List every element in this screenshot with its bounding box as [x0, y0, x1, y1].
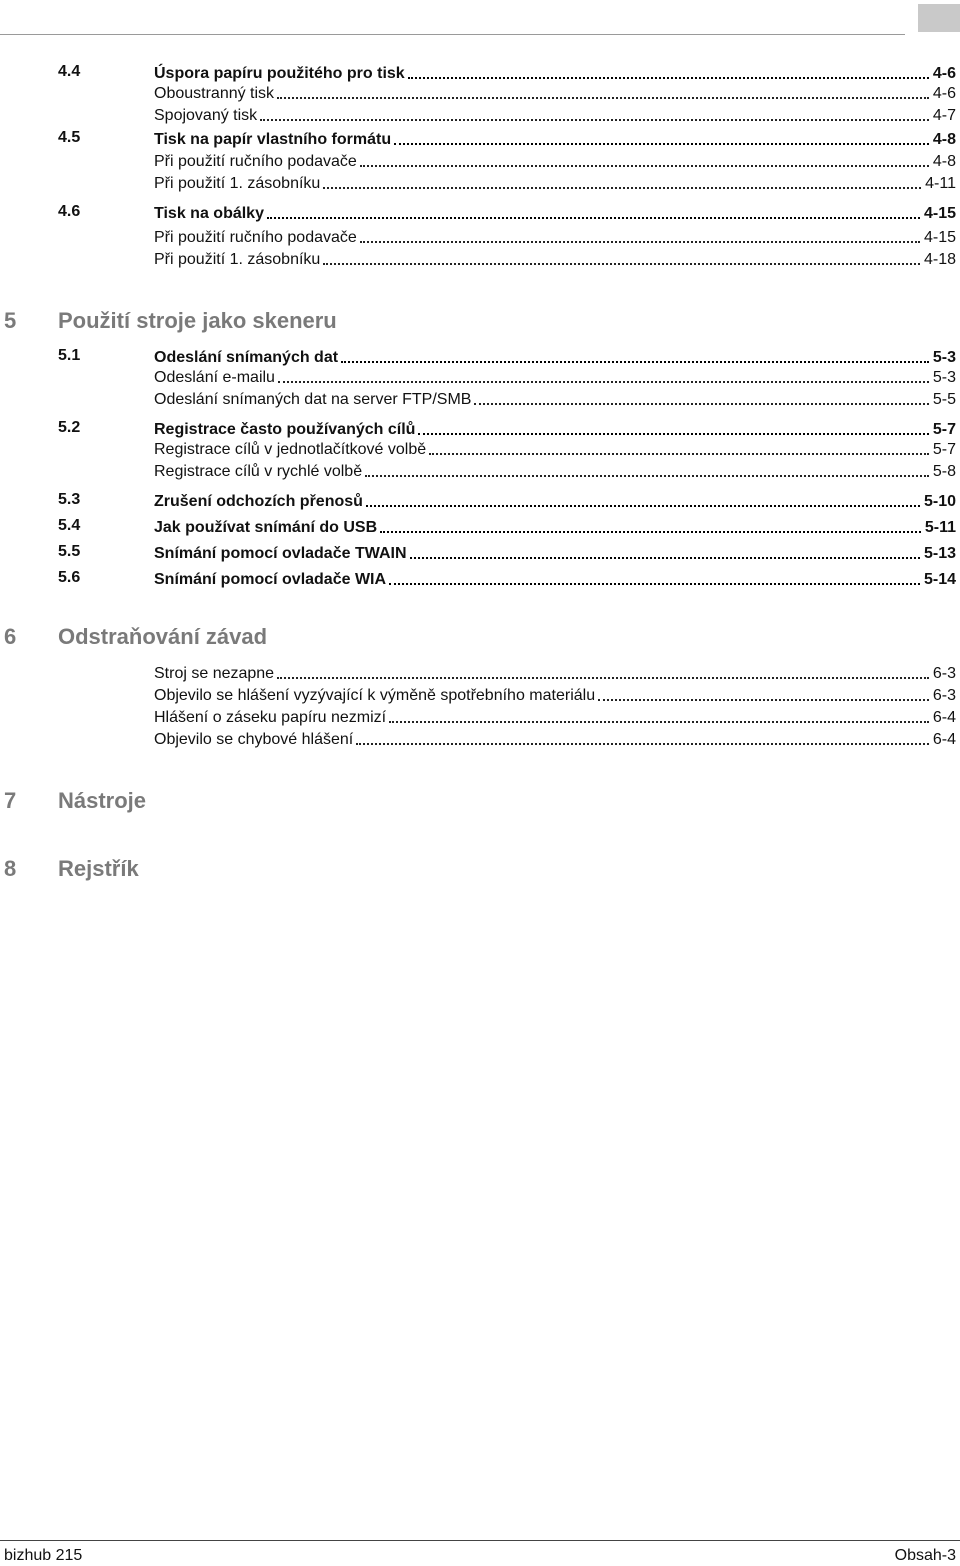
chapter-title: Rejstřík — [58, 856, 139, 881]
section-number: 5.3 — [58, 491, 81, 508]
toc-entry-page: 4-15 — [923, 229, 956, 246]
toc-entry-title: Oboustranný tisk — [154, 85, 275, 102]
chapter-heading-6[interactable] — [4, 624, 267, 650]
section-number: 5.2 — [58, 419, 81, 436]
dot-leader — [365, 474, 929, 477]
dot-leader — [408, 76, 929, 79]
toc-entry-4-6[interactable] — [154, 202, 956, 224]
dot-leader — [389, 582, 920, 585]
chapter-title: Použití stroje jako skeneru — [58, 308, 337, 333]
toc-entry-page: 5-7 — [932, 441, 956, 458]
toc-entry-title: Při použití 1. zásobníku — [154, 251, 321, 268]
toc-entry-title: Snímání pomocí ovladače TWAIN — [154, 545, 407, 562]
toc-entry-title: Odeslání snímaných dat na server FTP/SMB — [154, 391, 472, 408]
corner-tab — [918, 4, 960, 32]
toc-entry-page: 4-8 — [932, 153, 956, 170]
toc-entry-title: Úspora papíru použitého pro tisk — [154, 65, 405, 82]
toc-entry-page: 4-11 — [925, 175, 956, 192]
toc-entry-obalky-zasobnik-1[interactable] — [154, 248, 956, 270]
section-number: 5.4 — [58, 517, 81, 534]
toc-entry-zasobnik-1[interactable] — [154, 172, 956, 194]
toc-entry-title: Registrace cílů v rychlé volbě — [154, 463, 363, 480]
toc-entry-page: 5-10 — [923, 493, 956, 510]
toc-entry-4-4[interactable] — [154, 62, 956, 84]
toc-entry-5-2[interactable] — [154, 418, 956, 440]
section-number: 4.5 — [58, 129, 81, 146]
chapter-number: 5 — [4, 308, 17, 333]
toc-entry-page: 6-4 — [932, 709, 956, 726]
toc-entry-rychla-volba[interactable] — [154, 460, 956, 482]
toc-entry-title: Odeslání snímaných dat — [154, 349, 339, 366]
section-number: 5.1 — [58, 347, 81, 364]
toc-entry-page: 4-8 — [932, 131, 956, 148]
toc-entry-oboustranny-tisk[interactable] — [154, 82, 956, 104]
toc-entry-5-6[interactable] — [154, 568, 956, 590]
toc-entry-page: 6-3 — [932, 665, 956, 682]
toc-entry-page: 4-6 — [932, 65, 956, 82]
dot-leader — [418, 432, 928, 435]
toc-entry-page: 6-3 — [932, 687, 956, 704]
dot-leader — [323, 186, 921, 189]
toc-entry-4-5[interactable] — [154, 128, 956, 150]
dot-leader — [598, 698, 929, 701]
toc-entry-page: 6-4 — [932, 731, 956, 748]
toc-entry-5-3[interactable] — [154, 490, 956, 512]
toc-entry-chybove-hlaseni[interactable] — [154, 728, 956, 750]
chapter-title: Nástroje — [58, 788, 147, 813]
toc-entry-title: Objevilo se hlášení vyzývající k výměně spotřebního materiálu — [154, 687, 596, 704]
toc-entry-spojovany-tisk[interactable] — [154, 104, 956, 126]
toc-entry-page: 4-18 — [923, 251, 956, 268]
dot-leader — [277, 676, 929, 679]
toc-entry-5-4[interactable] — [154, 516, 956, 538]
toc-entry-title: Tisk na obálky — [154, 205, 264, 222]
dot-leader — [260, 118, 929, 121]
toc-entry-title: Při použití ručního podavače — [154, 153, 357, 170]
toc-entry-page: 5-5 — [932, 391, 956, 408]
chapter-number: 8 — [4, 856, 17, 881]
footer-page-label: Obsah-3 — [894, 1547, 956, 1564]
top-rule — [0, 34, 905, 35]
toc-entry-title: Při použití ručního podavače — [154, 229, 357, 246]
toc-entry-rucni-podavac[interactable] — [154, 150, 956, 172]
dot-leader — [278, 380, 929, 383]
chapter-heading-7[interactable] — [4, 788, 146, 814]
chapter-heading-8[interactable] — [4, 856, 139, 882]
toc-entry-title: Jak používat snímání do USB — [154, 519, 378, 536]
dot-leader — [323, 262, 920, 265]
toc-entry-title: Hlášení o záseku papíru nezmizí — [154, 709, 387, 726]
toc-entry-page: 5-13 — [923, 545, 956, 562]
dot-leader — [360, 164, 929, 167]
toc-entry-page: 4-6 — [932, 85, 956, 102]
toc-entry-title: Při použití 1. zásobníku — [154, 175, 321, 192]
toc-entry-title: Registrace cílů v jednotlačítkové volbě — [154, 441, 427, 458]
section-number: 5.6 — [58, 569, 81, 586]
toc-entry-page: 5-8 — [932, 463, 956, 480]
toc-entry-vymena-materialu[interactable] — [154, 684, 956, 706]
toc-entry-page: 5-3 — [932, 349, 956, 366]
dot-leader — [380, 530, 921, 533]
dot-leader — [389, 720, 929, 723]
dot-leader — [267, 216, 920, 219]
dot-leader — [360, 240, 920, 243]
toc-entry-title: Registrace často používaných cílů — [154, 421, 416, 438]
toc-entry-obalky-rucni-podavac[interactable] — [154, 226, 956, 248]
dot-leader — [366, 504, 920, 507]
section-number: 4.4 — [58, 63, 81, 80]
toc-entry-page: 5-7 — [932, 421, 956, 438]
dot-leader — [410, 556, 920, 559]
toc-entry-jednotlacitkova-volba[interactable] — [154, 438, 956, 460]
toc-entry-ftp-smb[interactable] — [154, 388, 956, 410]
toc-entry-5-5[interactable] — [154, 542, 956, 564]
toc-entry-page: 5-3 — [932, 369, 956, 386]
toc-entry-title: Stroj se nezapne — [154, 665, 275, 682]
toc-entry-zasek-papiru[interactable] — [154, 706, 956, 728]
toc-entry-title: Objevilo se chybové hlášení — [154, 731, 354, 748]
toc-entry-odeslani-e-mailu[interactable] — [154, 366, 956, 388]
dot-leader — [277, 96, 929, 99]
toc-entry-title: Spojovaný tisk — [154, 107, 258, 124]
toc-entry-page: 4-7 — [932, 107, 956, 124]
chapter-title: Odstraňování závad — [58, 624, 268, 649]
dot-leader — [341, 360, 929, 363]
section-number: 4.6 — [58, 203, 81, 220]
toc-entry-5-1[interactable] — [154, 346, 956, 368]
toc-entry-title: Zrušení odchozích přenosů — [154, 493, 363, 510]
toc-entry-page: 5-14 — [923, 571, 956, 588]
dot-leader — [394, 142, 929, 145]
toc-entry-title: Odeslání e-mailu — [154, 369, 275, 386]
dot-leader — [429, 452, 929, 455]
dot-leader — [356, 742, 929, 745]
footer-product: bizhub 215 — [4, 1547, 83, 1564]
section-number: 5.5 — [58, 543, 81, 560]
chapter-number: 7 — [4, 788, 17, 813]
toc-entry-stroj-se-nezapne[interactable] — [154, 662, 956, 684]
toc-entry-page: 5-11 — [924, 519, 956, 536]
dot-leader — [474, 402, 928, 405]
toc-entry-title: Tisk na papír vlastního formátu — [154, 131, 392, 148]
chapter-heading-5[interactable] — [4, 308, 337, 334]
toc-entry-page: 4-15 — [923, 205, 956, 222]
footer-rule — [0, 1540, 960, 1541]
chapter-number: 6 — [4, 624, 17, 649]
toc-entry-title: Snímání pomocí ovladače WIA — [154, 571, 387, 588]
